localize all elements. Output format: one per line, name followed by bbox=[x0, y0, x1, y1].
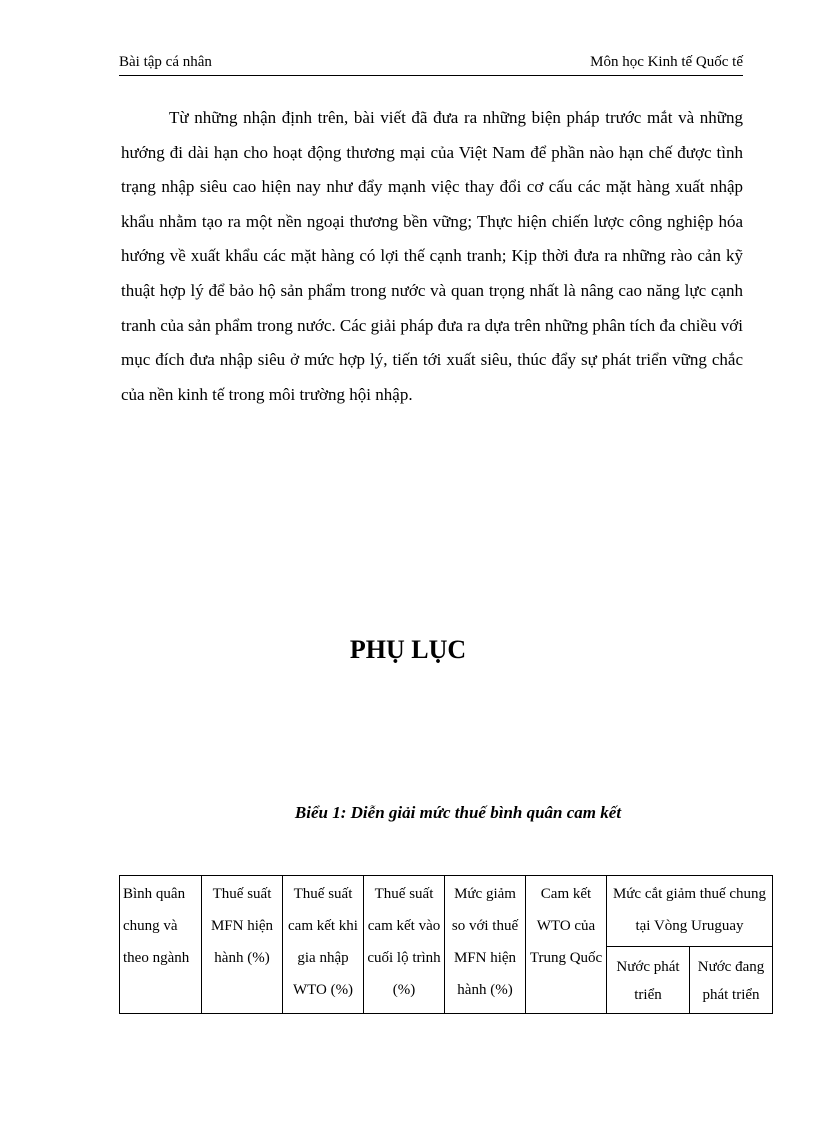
col-header-wto-accession-rate: Thuế suất cam kết khi gia nhập WTO (%) bbox=[283, 876, 364, 1014]
appendix-title: PHỤ LỤC bbox=[349, 635, 467, 664]
col-header-average: Bình quân chung và theo ngành bbox=[120, 876, 202, 1014]
subcol-developing: Nước đang phát triển bbox=[690, 947, 773, 1014]
page-header bbox=[119, 52, 743, 72]
header-divider bbox=[119, 75, 743, 76]
col-header-mfn-rate: Thuế suất MFN hiện hành (%) bbox=[202, 876, 283, 1014]
table-header-row bbox=[120, 876, 773, 947]
body-paragraph: Từ những nhận định trên, bài viết đã đưa ra những biện pháp trước mắt và những hướng đi dài hạn cho hoạt động thương mại của Việt Nam để phần nào hạn chế được tình trạng nhập siêu cao hiện nay như đẩy mạnh việc thay đổi cơ cấu các mặt hàng xuất nhập khẩu nhằm tạo ra một nền ngoại thương bền vững; Thực hiện chiến lược công nghiệp hóa hướng về xuất khẩu các mặt hàng có lợi thế cạnh tranh; Kịp thời đưa ra những rào cản kỹ thuật hợp lý để bảo hộ sản phẩm trong nước và quan trọng nhất là nâng cao năng lực cạnh tranh của sản phẩm trong nước. Các giải pháp đưa ra dựa trên những phân tích đa chiều với mục đích đưa nhập siêu ở mức hợp lý, tiến tới xuất siêu, thúc đẩy sự phát triển vững chắc của nền kinh tế trong môi trường hội nhập. bbox=[121, 108, 743, 404]
col-header-uruguay-round: Mức cắt giảm thuế chung tại Vòng Uruguay bbox=[607, 876, 773, 947]
col-header-reduction: Mức giảm so với thuế MFN hiện hành (%) bbox=[445, 876, 526, 1014]
col-header-china-commitment: Cam kết WTO của Trung Quốc bbox=[526, 876, 607, 1014]
table-title: Biểu 1: Diễn giải mức thuế bình quân cam kết bbox=[294, 803, 622, 822]
subcol-developed: Nước phát triển bbox=[607, 947, 690, 1014]
header-left: Bài tập cá nhân bbox=[119, 54, 212, 70]
col-header-final-rate: Thuế suất cam kết vào cuối lộ trình (%) bbox=[364, 876, 445, 1014]
tariff-table bbox=[119, 875, 773, 1014]
header-right: Môn học Kinh tế Quốc tế bbox=[590, 54, 743, 70]
